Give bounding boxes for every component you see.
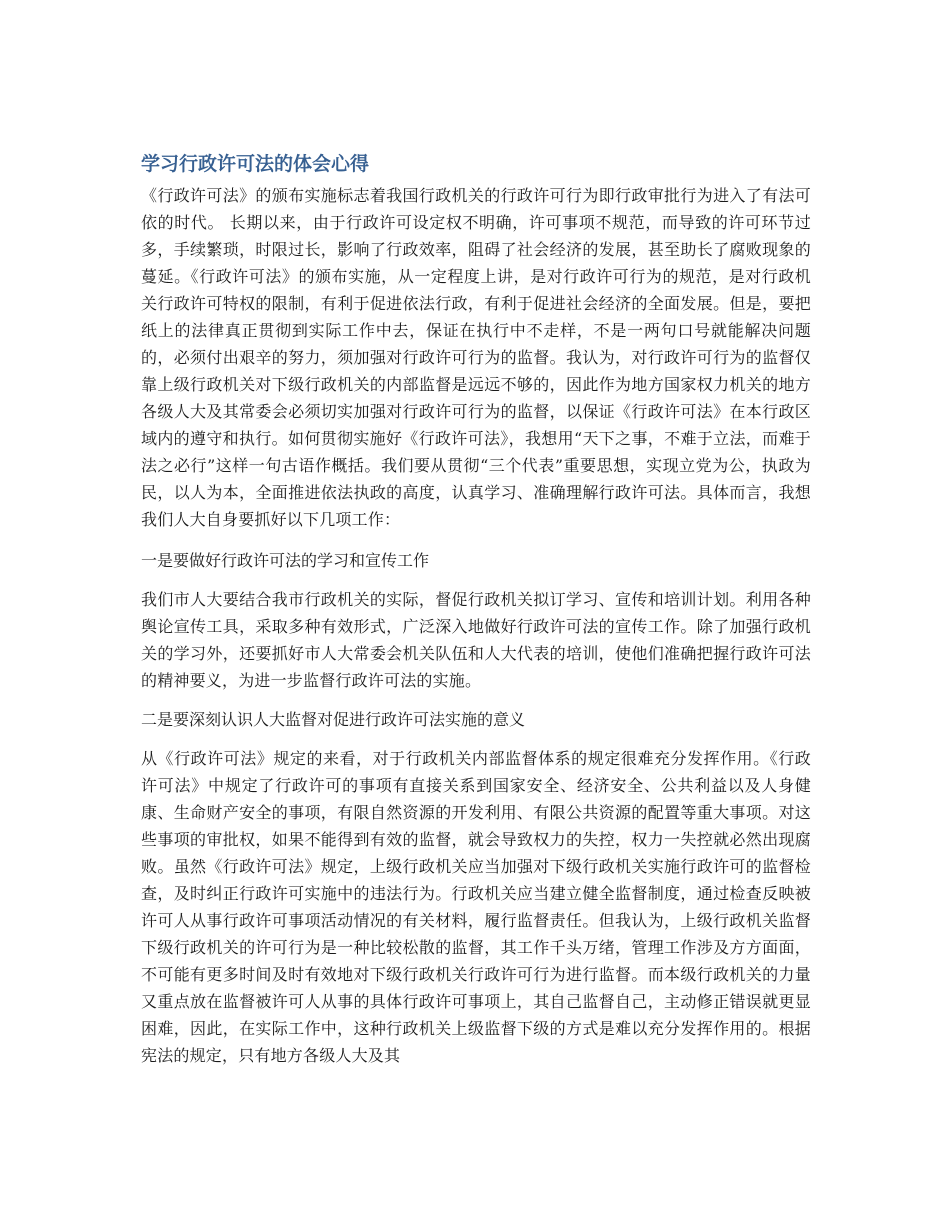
- intro-paragraph: 《行政许可法》的颁布实施标志着我国行政机关的行政许可行为即行政审批行为进入了有法可依的时代。 长期以来，由于行政许可设定权不明确，许可事项不规范，而导致的许可环节过多，手续繁琐，时限过长，影响了行政效率，阻碍了社会经济的发展，甚至助长了腐败现象的蔓延。《行政许可法》的颁布实施，从一定程度上讲，是对行政许可行为的规范，是对行政机关行政许可特权的限制，有利于促进依法行政，有利于促进社会经济的全面发展。但是，要把纸上的法律真正贯彻到实际工作中去，保证在执行中不走样，不是一两句口号就能解决问题的，必须付出艰辛的努力，须加强对行政许可行为的监督。我认为，对行政许可行为的监督仅靠上级行政机关对下级行政机关的内部监督是远远不够的，因此作为地方国家权力机关的地方各级人大及其常委会必须切实加强对行政许可行为的监督，以保证《行政许可法》在本行政区域内的遵守和执行。如何贯彻实施好《行政许可法》，我想用“天下之事，不难于立法，而难于法之必行”这样一句古语作概括。我们要从贯彻“三个代表”重要思想，实现立党为公，执政为民，以人为本，全面推进依法执政的高度，认真学习、准确理解行政许可法。具体而言，我想我们人大自身要抓好以下几项工作：: [141, 186, 811, 529]
- document-title: 学习行政许可法的体会心得: [141, 153, 370, 175]
- document-page: [141, 150, 811, 1081]
- section-heading-2: 二是要深刻认识人大监督对促进行政许可法实施的意义: [141, 710, 526, 729]
- section-heading-1: 一是要做好行政许可法的学习和宣传工作: [141, 551, 430, 570]
- section-2-paragraph: 从《行政许可法》规定的来看，对于行政机关内部监督体系的规定很难充分发挥作用。《行政许可法》中规定了行政许可的事项有直接关系到国家安全、经济安全、公共利益以及人身健康、生命财产安全的事项，有限自然资源的开发利用、有限公共资源的配置等重大事项。对这些事项的审批权，如果不能得到有效的监督，就会导致权力的失控，权力一失控就必然出现腐败。虽然《行政许可法》规定，上级行政机关应当加强对下级行政机关实施行政许可的监督检查，及时纠正行政许可实施中的违法行为。行政机关应当建立健全监督制度，通过检查反映被许可人从事行政许可事项活动情况的有关材料，履行监督责任。但我认为，上级行政机关监督下级行政机关的许可行为是一种比较松散的监督，其工作千头万绪，管理工作涉及方方面面，不可能有更多时间及时有效地对下级行政机关行政许可行为进行监督。而本级行政机关的力量又重点放在监督被许可人从事的具体行政许可事项上，其自己监督自己，主动修正错误就更显困难，因此，在实际工作中，这种行政机关上级监督下级的方式是难以充分发挥作用的。根据宪法的规定，只有地方各级人大及其: [141, 749, 811, 1065]
- section-1-paragraph: 我们市人大要结合我市行政机关的实际，督促行政机关拟订学习、宣传和培训计划。利用各种舆论宣传工具，采取多种有效形式，广泛深入地做好行政许可法的宣传工作。除了加强行政机关的学习外，还要抓好市人大常委会机关队伍和人大代表的培训，使他们准确把握行政许可法的精神要义，为进一步监督行政许可法的实施。: [141, 590, 811, 690]
